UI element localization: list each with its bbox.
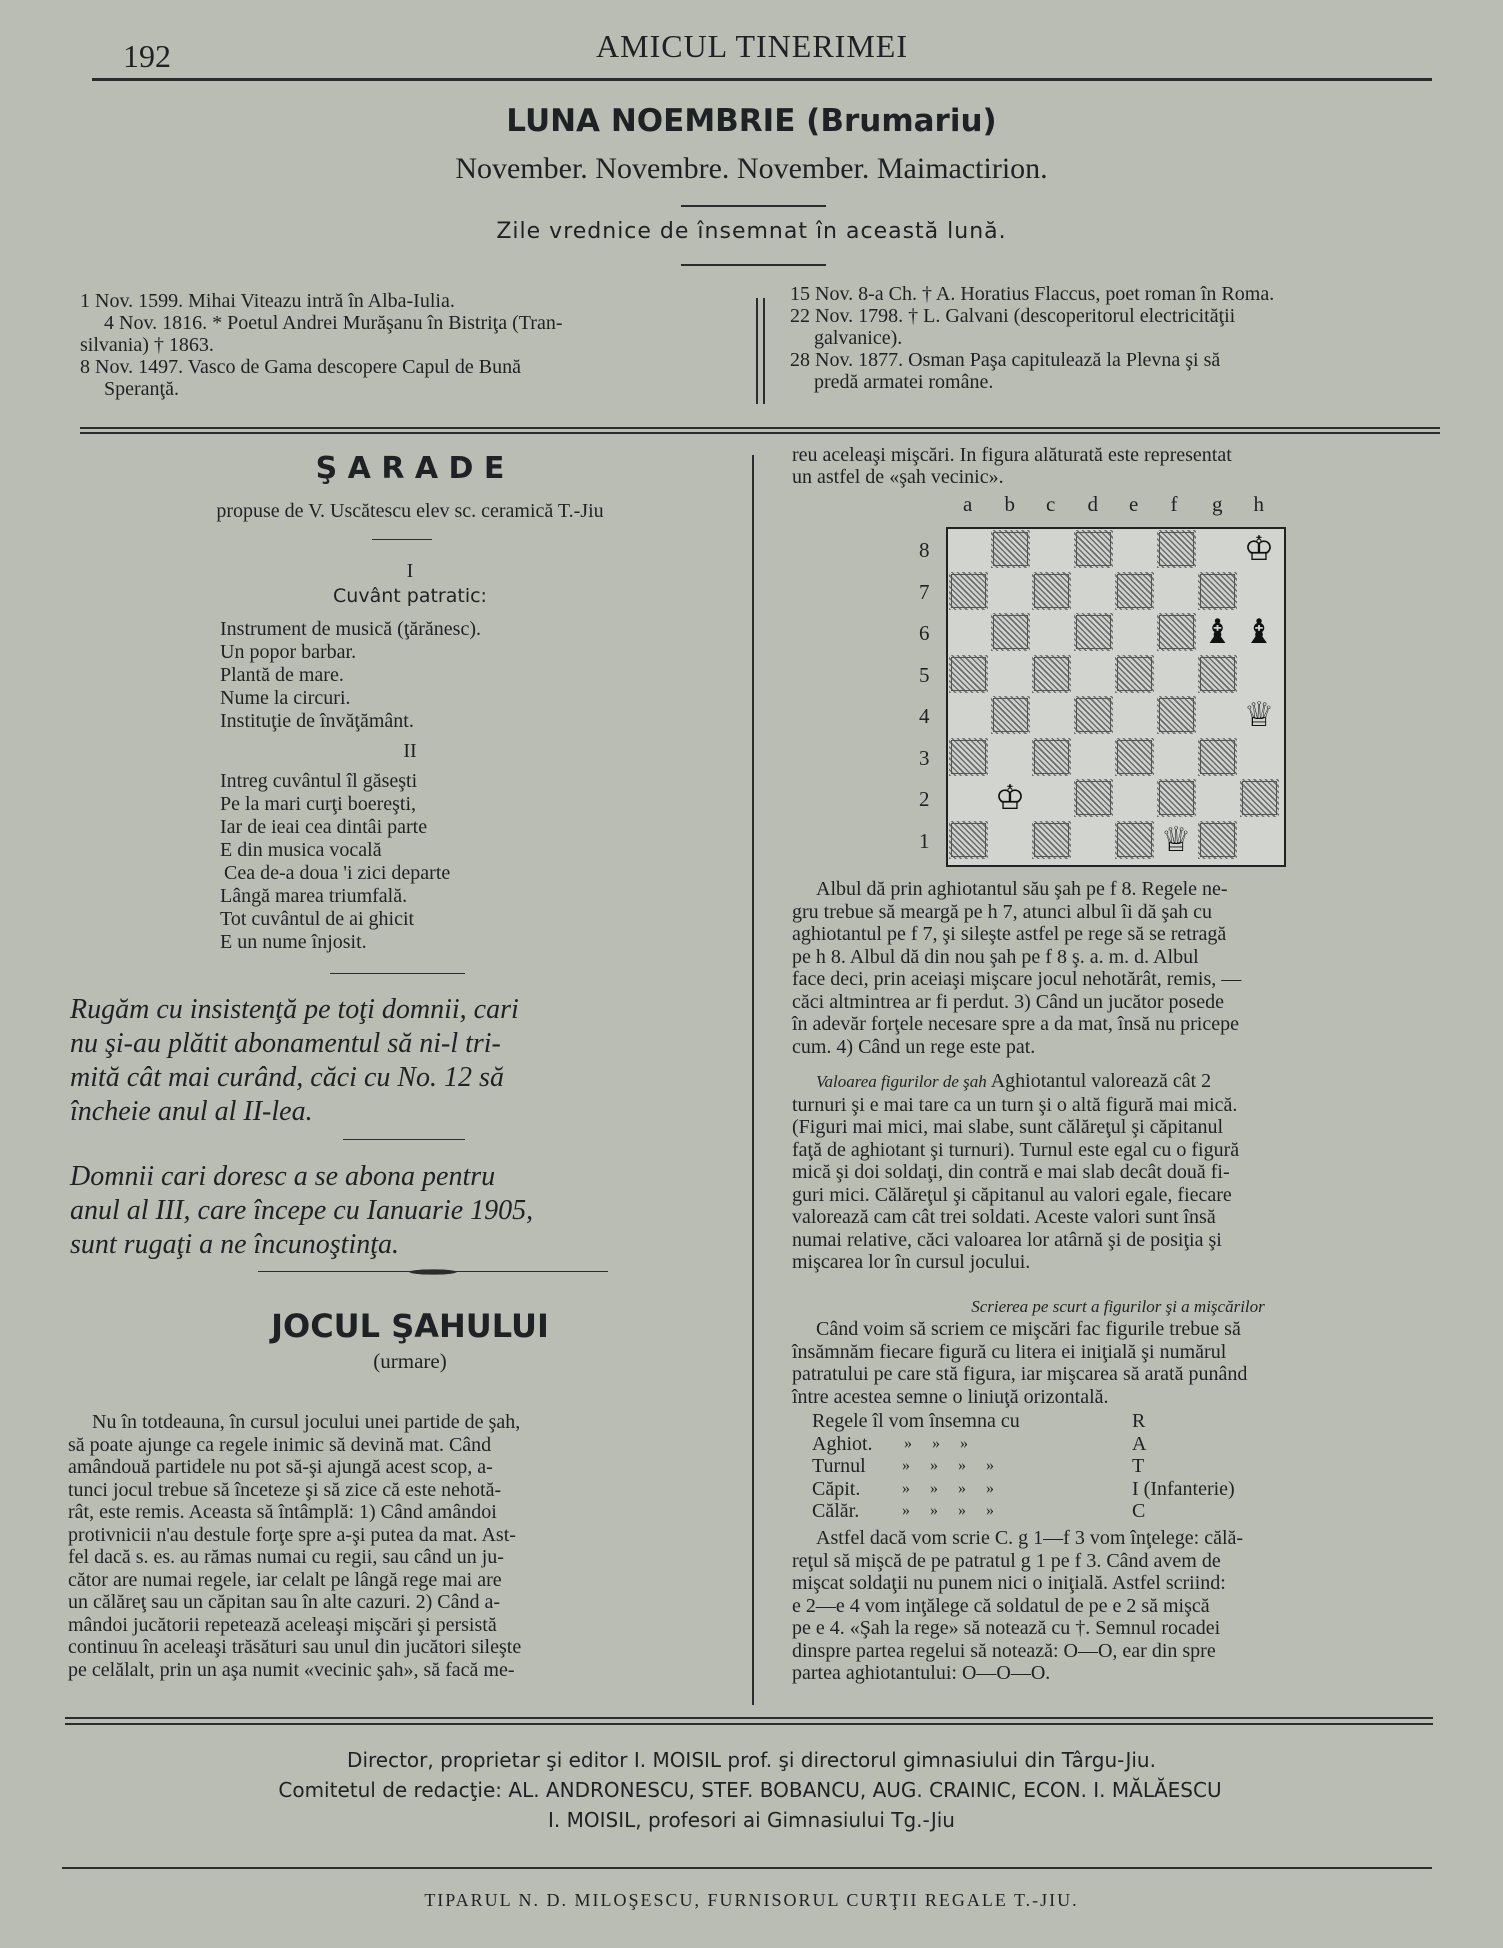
footer-professors: I. MOISIL, profesori ai Gimnasiului Tg.-Jiu xyxy=(548,1808,955,1832)
board-file-label: a xyxy=(963,492,973,516)
text-line: Rugăm cu insistenţă pe toţi domnii, cari xyxy=(70,994,519,1025)
text-line: Iar de ieai cea dintâi parte xyxy=(220,816,428,838)
dark-square xyxy=(991,613,1030,651)
month-right-list xyxy=(790,283,1445,393)
dark-square xyxy=(1032,572,1071,610)
notation-piece-name: Regele îl vom însemna cu xyxy=(812,1410,1020,1432)
month-rule-2 xyxy=(681,264,826,266)
notation-letter: I (Infanterie) xyxy=(1132,1477,1235,1500)
text-line: cător are numai regele, iar celalt pe lângă rege mai are xyxy=(68,1568,502,1591)
board-file-label: d xyxy=(1087,492,1098,516)
month-bottom-rule-2 xyxy=(80,432,1440,434)
dark-square xyxy=(1157,696,1196,734)
sarade-rule xyxy=(372,539,432,540)
notation-letter: C xyxy=(1132,1500,1146,1522)
chess-right-intro xyxy=(792,444,1444,488)
text-line: mică şi doi soldaţi, din contră e mai slab decât două fi- xyxy=(792,1161,1230,1183)
text-line: turnuri şi e mai tare ca un turn şi o altă figură mai mică. xyxy=(792,1093,1238,1116)
text-line: 1 Nov. 1599. Mihai Viteazu intră în Alba-Iulia. xyxy=(80,290,455,312)
board-rank-label: 3 xyxy=(919,745,930,770)
text-line: între acestea semne o liniuţă orizontală. xyxy=(792,1385,1109,1408)
board-file-label: c xyxy=(1046,492,1056,516)
text-line: galvanice). xyxy=(814,327,903,349)
notice-new-year xyxy=(70,1160,715,1262)
notation-letter: A xyxy=(1132,1432,1147,1455)
chess-title: JOCUL ŞAHULUI xyxy=(271,1307,549,1345)
dark-square xyxy=(1198,738,1237,776)
text-line: Nume la circuri. xyxy=(220,687,351,709)
text-line: căci altmintrea ar fi perdut. 3) Când un jucător posede xyxy=(792,990,1225,1013)
board-rank-label: 1 xyxy=(919,828,930,853)
board-rank-label: 2 xyxy=(919,787,930,811)
text-line: în adevăr forţele necesare spre a da mat, însă nu pricepe xyxy=(792,1013,1239,1035)
notation-piece-name: Călăr. xyxy=(812,1500,860,1522)
text-line: Când voim să scriem ce mişcări fac figurile trebue să xyxy=(816,1318,1241,1340)
dark-square xyxy=(1115,572,1154,610)
dark-square xyxy=(1074,613,1113,651)
footer-committee: Comitetul de redacţie: AL. ANDRONESCU, STEF. BOBANCU, AUG. CRAINIC, ECON. I. MĂLĂESCU xyxy=(278,1778,1222,1802)
text-line: Intreg cuvântul îl găseşti xyxy=(220,770,418,792)
notation-table xyxy=(812,1410,1442,1523)
text-line: patratului pe care stă figura, iar mişcarea să arată punând xyxy=(792,1363,1248,1385)
text-line: sunt rugaţi a ne încunoştinţa. xyxy=(70,1229,399,1260)
board-file-label: h xyxy=(1253,492,1264,516)
sarade-title: Ş A R A D E xyxy=(315,451,505,486)
chess-piece: ♕ xyxy=(1157,821,1196,859)
text-line: partea aghiotantului: O—O—O. xyxy=(792,1662,1051,1684)
text-line: 8 Nov. 1497. Vasco de Gama descopere Capul de Bună xyxy=(80,356,521,378)
text-line: protivnicii n'au destule forţe spre a-şi putea da mat. Ast- xyxy=(68,1523,516,1546)
text-line: E un nume înjosit. xyxy=(220,931,367,953)
sarade-list-1 xyxy=(220,618,481,733)
footer-director: Director, proprietar şi editor I. MOISIL prof. şi directorul gimnasiului din Târgu-Jiu. xyxy=(347,1748,1156,1772)
ditto-marks: » » » xyxy=(904,1434,968,1452)
dark-square xyxy=(1074,779,1113,817)
value-first: Aghiotantul valorează cât 2 xyxy=(990,1070,1212,1092)
board-file-label: e xyxy=(1129,492,1139,516)
notice-rule xyxy=(343,1139,465,1140)
text-line: numai relative, căci valoarea lor atârnă şi de posiţia şi xyxy=(792,1228,1222,1251)
month-title: LUNA NOEMBRIE (Brumariu) xyxy=(506,103,997,139)
text-line: 4 Nov. 1816. * Poetul Andrei Murăşanu în Bistriţa (Tran- xyxy=(104,312,563,334)
ornament-divider xyxy=(258,1268,608,1276)
text-line: tunci jocul trebue să înceteze şi să zice că este nehotă- xyxy=(68,1478,502,1501)
footer-bottom-rule xyxy=(62,1867,1432,1869)
text-line: pe e 4. «Şah la rege» să notează cu †. Semnul rocadei xyxy=(792,1617,1221,1639)
chess-rule-text xyxy=(792,878,1444,1058)
text-line: aghiotantul pe f 7, şi sileşte astfel pe rege să se retragă xyxy=(792,923,1227,945)
notation-row xyxy=(812,1455,1442,1478)
text-line: silvania) † 1863. xyxy=(80,334,214,356)
dark-square xyxy=(1032,655,1071,693)
dark-square xyxy=(949,655,988,693)
text-line: Speranţă. xyxy=(104,378,179,400)
text-line: cum. 4) Când un rege este pat. xyxy=(792,1035,1036,1058)
text-line: Instituţie de învăţământ. xyxy=(220,710,414,732)
text-line: însămnăm fiecare figură cu litera ei iniţială şi numărul xyxy=(792,1340,1227,1363)
dark-square xyxy=(1032,738,1071,776)
dark-square xyxy=(1198,572,1237,610)
board-file-label: b xyxy=(1004,492,1015,516)
board-rank-label: 6 xyxy=(919,621,930,645)
dark-square xyxy=(1157,613,1196,651)
dark-square xyxy=(1240,779,1279,817)
text-line: face deci, prin aceiaşi mişcare jocul nehotărât, remis, — xyxy=(792,968,1242,990)
dark-square xyxy=(1074,696,1113,734)
text-line: fel dacă s. es. au rămas numai cu regii, sau când un ju- xyxy=(68,1546,504,1568)
ditto-marks: » » » » xyxy=(902,1502,994,1519)
dark-square xyxy=(1115,655,1154,693)
text-line: (Figuri mai mici, mai slabe, sunt călăreţul şi căpitanul xyxy=(792,1116,1223,1138)
board-file-label: g xyxy=(1212,492,1223,516)
dark-square xyxy=(1032,821,1071,859)
ditto-marks: » » » » xyxy=(902,1479,994,1497)
text-line: pe h 8. Albul dă din nou şah pe f 8 ş. a. m. d. Albul xyxy=(792,945,1199,968)
notation-piece-name: Aghiot. xyxy=(812,1432,873,1455)
month-divider-2 xyxy=(763,298,765,404)
text-line: Pe la mari curţi boereşti, xyxy=(220,793,417,815)
text-line: un călăreţ sau un căpitan sau în alte cazuri. 2) Când a- xyxy=(68,1591,501,1613)
text-line: nu şi-au plătit abonamentul să ni-l tri- xyxy=(70,1028,501,1059)
dark-square xyxy=(949,821,988,859)
month-left-list xyxy=(80,290,755,400)
dark-square xyxy=(1198,655,1237,693)
dark-square xyxy=(991,530,1030,568)
text-line: amândouă partidele nu pot să-şi ajungă acest scop, a- xyxy=(68,1456,493,1478)
dark-square xyxy=(1115,821,1154,859)
chess-piece: ♕ xyxy=(1240,696,1279,734)
text-line: să poate ajunge ca regele inimic să devină mat. Când xyxy=(68,1433,492,1456)
notation-row xyxy=(812,1500,1442,1523)
header-rule xyxy=(92,78,1432,81)
text-line: mişcat soldaţii nu punem nici o iniţială. Astfel scriind: xyxy=(792,1572,1226,1594)
notation-letter: R xyxy=(1132,1410,1146,1432)
text-line: E din musica vocală xyxy=(220,839,382,861)
notation-text xyxy=(792,1318,1444,1408)
notation-row xyxy=(812,1433,1442,1456)
chess-value-text xyxy=(792,1070,1444,1274)
notation-letter: T xyxy=(1132,1455,1145,1477)
dark-square xyxy=(991,696,1030,734)
text-line: Instrument de musică (ţărănesc). xyxy=(220,618,482,640)
notation-piece-name: Turnul xyxy=(812,1455,866,1477)
text-line: Plantă de mare. xyxy=(220,664,344,686)
text-line: Astfel dacă vom scrie C. g 1—f 3 vom înţelege: călă- xyxy=(816,1527,1244,1549)
board-rank-label: 5 xyxy=(919,662,930,687)
text-line: un astfel de «şah vecinic». xyxy=(792,466,1004,488)
sarade-end-rule xyxy=(330,973,465,974)
ditto-marks: » » » » xyxy=(902,1457,994,1474)
text-line: Nu în totdeauna, în cursul jocului unei partide de şah, xyxy=(92,1411,521,1433)
chess-subtitle: (urmare) xyxy=(373,1349,447,1373)
month-bottom-rule xyxy=(80,427,1440,429)
text-line: mită cât mai curând, căci cu No. 12 să xyxy=(70,1062,504,1093)
footer-printer: TIPARUL N. D. MILOŞESCU, FURNISORUL CURŢII REGALE T.-JIU. xyxy=(424,1890,1079,1910)
notation-row xyxy=(812,1478,1442,1501)
month-section-heading: Zile vrednice de însemnat în această lună. xyxy=(496,219,1007,244)
text-line: Albul dă prin aghiotantul său şah pe f 8. Regele ne- xyxy=(816,878,1228,900)
sarade-subheading: Cuvânt patratic: xyxy=(333,585,487,607)
notice-subscription xyxy=(70,993,715,1129)
notation-row xyxy=(812,1410,1442,1433)
text-line: rât, este remis. Aceasta să întâmplă: 1) Când amândoi xyxy=(68,1501,497,1523)
text-line: e 2—e 4 vom inţălege că soldatul de pe e 2 să mişcă xyxy=(792,1594,1210,1617)
dark-square xyxy=(1198,821,1237,859)
sarade-byline: propuse de V. Uscătescu elev sc. ceramică T.-Jiu xyxy=(216,500,604,522)
board-rank-label: 7 xyxy=(919,579,930,604)
sarade-numeral-1: I xyxy=(406,560,414,582)
text-line: mişcarea lor în cursul jocului. xyxy=(792,1251,1031,1273)
text-line: gru trebue să meargă pe h 7, atunci albul îi dă şah cu xyxy=(792,900,1213,923)
page-number: 192 xyxy=(123,38,171,74)
chess-piece: ♝ xyxy=(1240,613,1279,651)
text-line: Cea de-a doua 'i zici departe xyxy=(224,862,451,884)
text-line: guri mici. Călăreţul şi căpitanul au valori egale, fiecare xyxy=(792,1183,1232,1206)
text-line: reţul să mişcă de pe patratul g 1 pe f 3. Când avem de xyxy=(792,1549,1221,1572)
column-divider xyxy=(752,455,754,1705)
journal-title: AMICUL TINERIMEI xyxy=(596,28,908,64)
dark-square xyxy=(949,738,988,776)
footer-rule-2 xyxy=(65,1723,1433,1725)
chess-diagram xyxy=(905,492,1325,882)
chess-left-text xyxy=(68,1411,716,1681)
text-line: Lângă marea triumfală. xyxy=(220,885,408,907)
dark-square xyxy=(949,572,988,610)
chess-piece: ♔ xyxy=(1240,530,1279,568)
value-label: Valoarea figurilor de şah xyxy=(816,1072,987,1091)
text-line: Tot cuvântul de ai ghicit xyxy=(220,908,415,930)
text-line: 28 Nov. 1877. Osman Paşa capitulează la Plevna şi să xyxy=(790,349,1221,371)
text-line: valorează cam cât trei soldati. Aceste valori sunt însă xyxy=(792,1206,1216,1228)
dark-square xyxy=(1115,738,1154,776)
board-rank-label: 8 xyxy=(919,538,930,562)
month-divider xyxy=(756,298,758,404)
text-line: 22 Nov. 1798. † L. Galvani (descoperitorul electricităţii xyxy=(790,305,1236,327)
dark-square xyxy=(1157,530,1196,568)
text-line: încheie anul al II-lea. xyxy=(70,1096,313,1127)
notation-piece-name: Căpit. xyxy=(812,1477,861,1500)
board-file-label: f xyxy=(1170,492,1178,516)
text-line: mândoi jucătorii repetează aceleaşi mişcări şi persistă xyxy=(68,1613,497,1636)
month-rule xyxy=(681,205,826,207)
text-line: anul al III, care începe cu Ianuarie 1905, xyxy=(70,1195,534,1226)
month-subtitle: November. Novembre. November. Maimactirion. xyxy=(455,152,1048,185)
board-rank-label: 4 xyxy=(919,704,930,728)
sarade-numeral-2: II xyxy=(403,740,417,762)
footer-rule xyxy=(65,1717,1433,1719)
chess-piece: ♝ xyxy=(1198,613,1237,651)
dark-square xyxy=(1157,779,1196,817)
sarade-list-2 xyxy=(220,770,450,954)
text-line: dinspre partea regelui să notează: O—O, ear din spre xyxy=(792,1639,1216,1662)
text-line: reu aceleaşi mişcări. In figura alăturată este representat xyxy=(792,444,1232,466)
text-line: predă armatei române. xyxy=(814,371,994,393)
notation-heading: Scrierea pe scurt a figurilor şi a mişcărilor xyxy=(971,1297,1265,1316)
chess-piece: ♔ xyxy=(991,779,1030,817)
text-line: 15 Nov. 8-a Ch. † A. Horatius Flaccus, poet roman în Roma. xyxy=(790,283,1275,305)
text-line: faţă de aghiotant şi turnuri). Turnul este egal cu o figură xyxy=(792,1138,1240,1161)
notation-final-text xyxy=(792,1527,1444,1685)
dark-square xyxy=(1074,530,1113,568)
text-line: pe celălalt, prin un aşa numit «vecinic şah», să facă me- xyxy=(68,1658,515,1681)
text-line: Domnii cari doresc a se abona pentru xyxy=(70,1161,496,1192)
text-line: continuu în aceleaşi trăsături sau unul din jucători sileşte xyxy=(68,1636,522,1658)
text-line: Un popor barbar. xyxy=(220,641,357,663)
